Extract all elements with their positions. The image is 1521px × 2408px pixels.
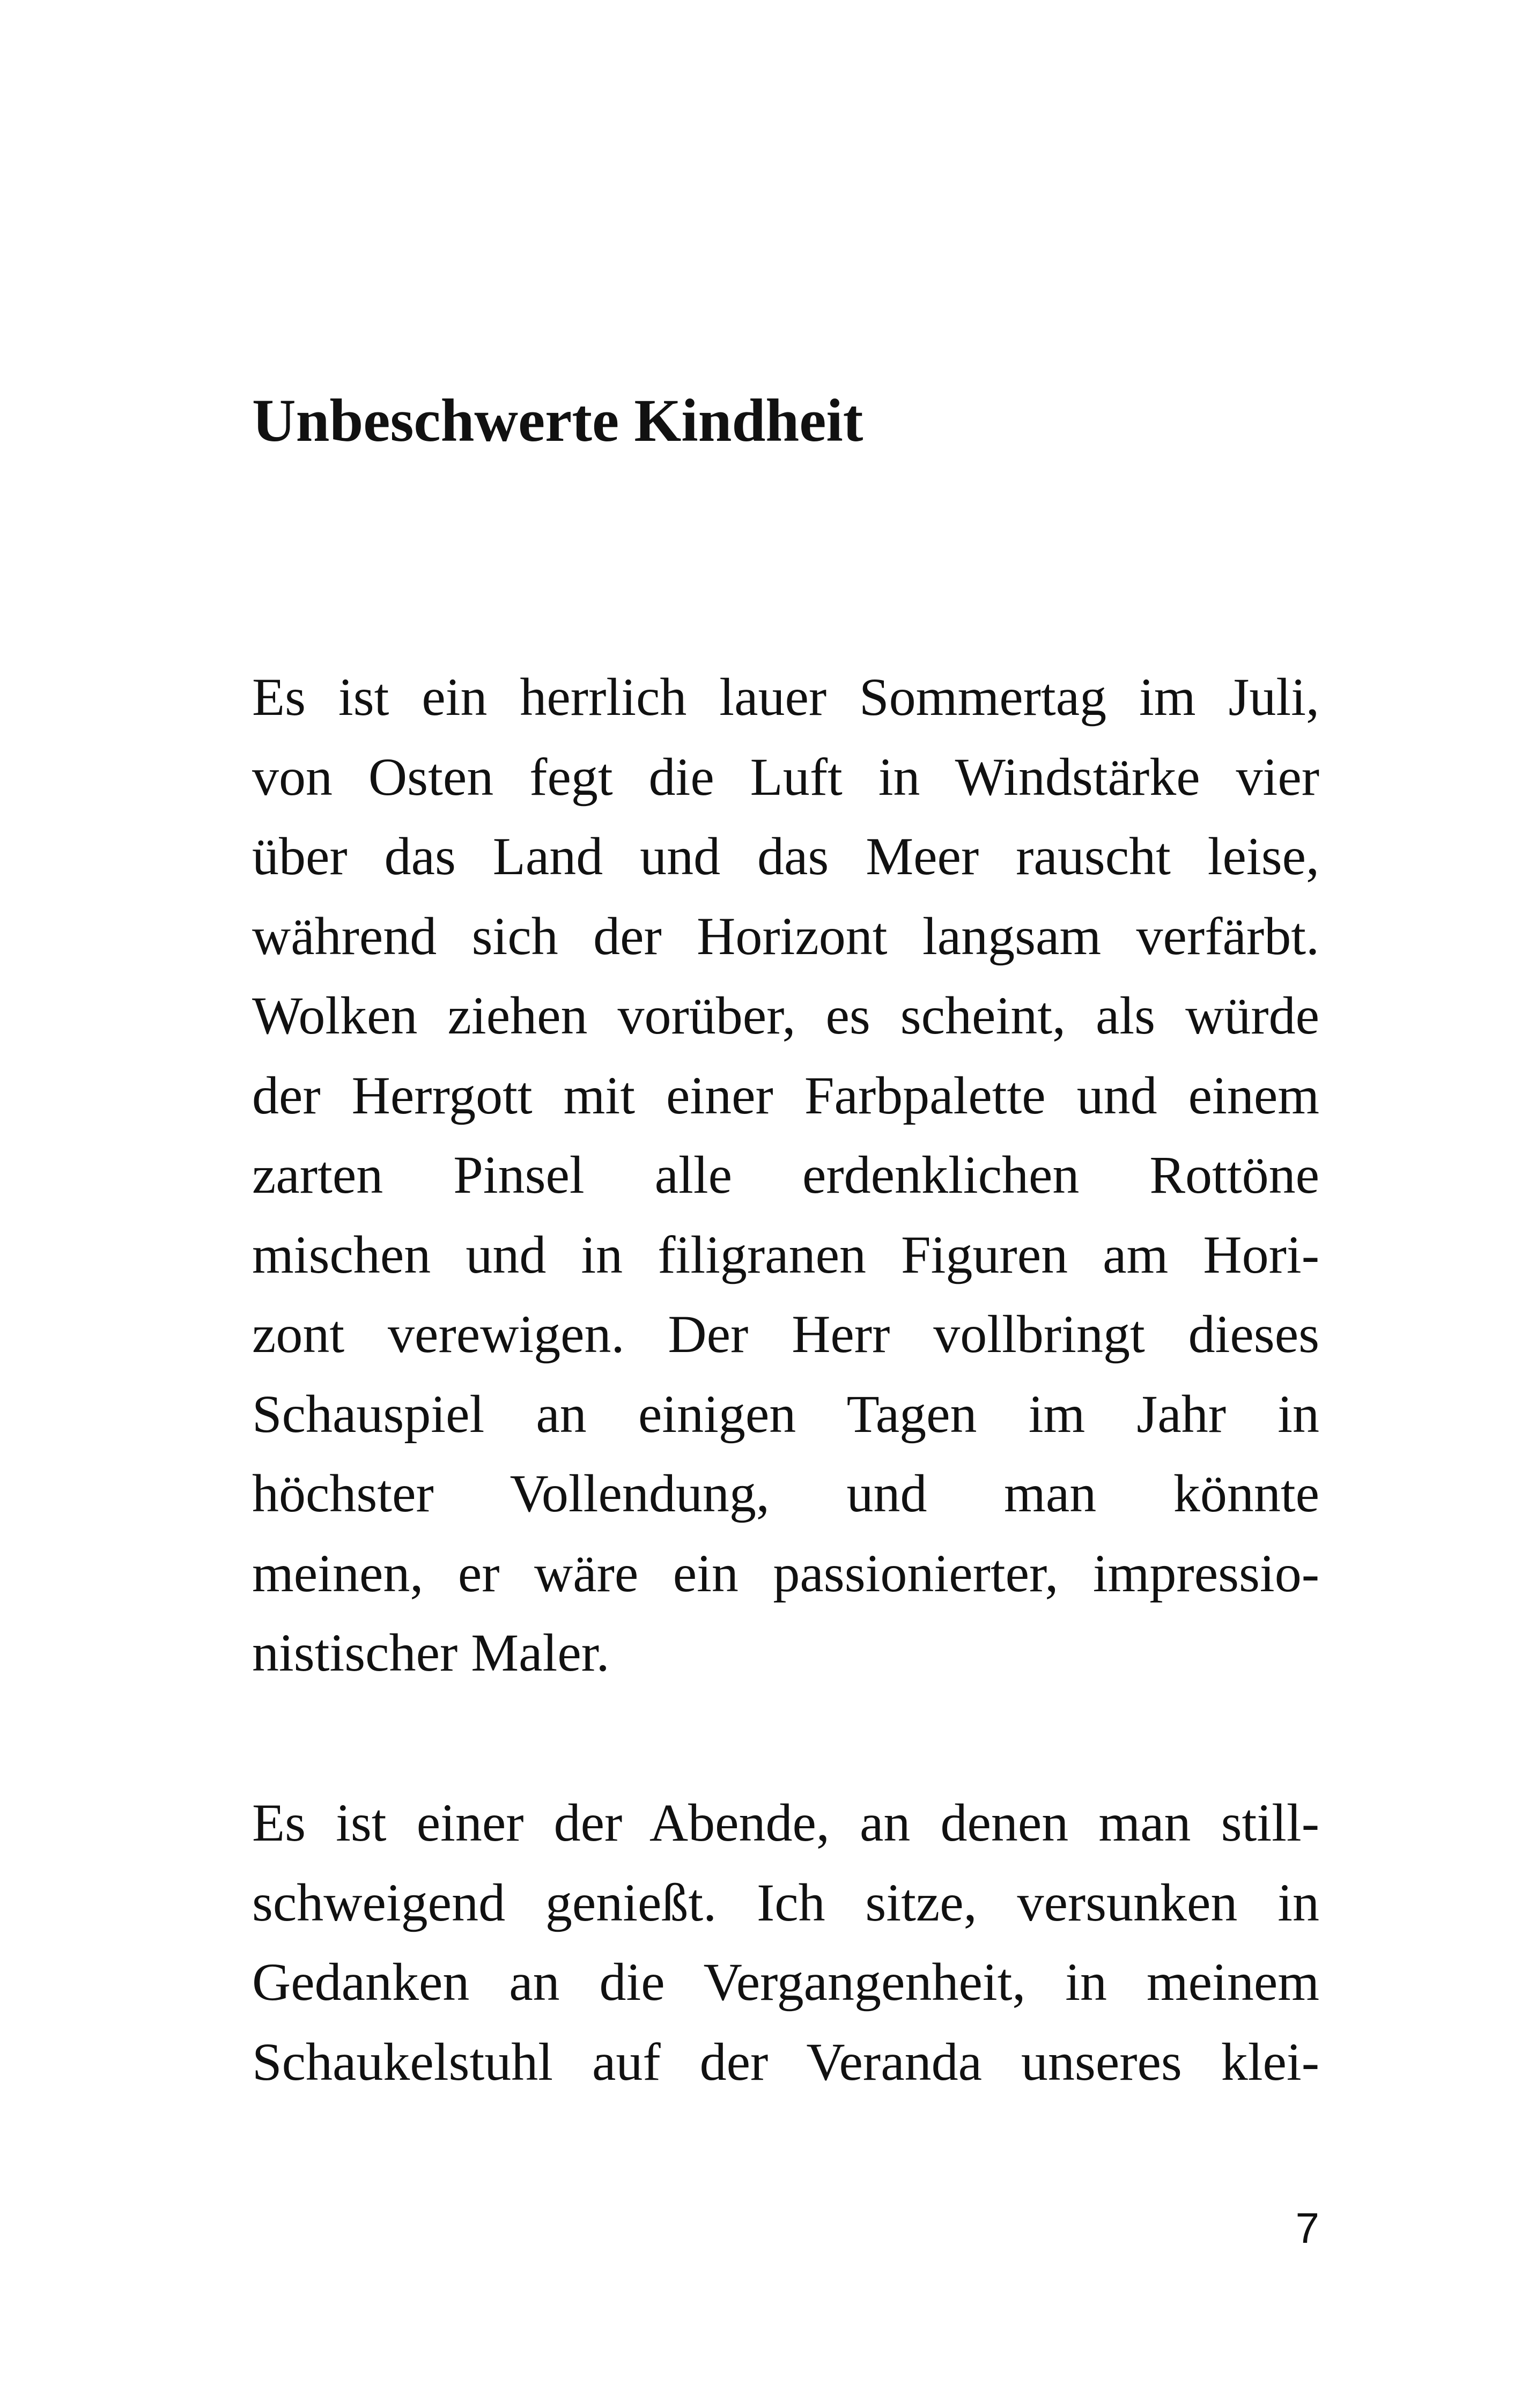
text-line: mischen und in filigranen Figuren am Hori- bbox=[252, 1224, 1319, 1284]
chapter-title: Unbeschwerte Kindheit bbox=[252, 387, 863, 454]
paragraph-1 bbox=[252, 658, 1319, 1693]
text-line: Es ist ein herrlich lauer Sommertag im Juli, bbox=[252, 667, 1319, 727]
text-line: von Osten fegt die Luft in Windstärke vier bbox=[252, 747, 1319, 807]
text-line: zarten Pinsel alle erdenklichen Rottöne bbox=[252, 1145, 1319, 1205]
paragraph-2 bbox=[252, 1783, 1319, 2102]
text-line: Schaukelstuhl auf der Veranda unseres klei- bbox=[252, 2032, 1319, 2092]
text-line: Schauspiel an einigen Tagen im Jahr in bbox=[252, 1384, 1319, 1444]
text-line: nistischer Maler. bbox=[252, 1623, 610, 1682]
text-line: der Herrgott mit einer Farbpalette und einem bbox=[252, 1065, 1319, 1125]
text-line: Es ist einer der Abende, an denen man still- bbox=[252, 1793, 1319, 1852]
page-number: 7 bbox=[1295, 2204, 1319, 2252]
text-line: zont verewigen. Der Herr vollbringt dieses bbox=[252, 1304, 1319, 1364]
text-line: Wolken ziehen vorüber, es scheint, als würde bbox=[252, 986, 1319, 1045]
text-line: Gedanken an die Vergangenheit, in meinem bbox=[252, 1952, 1319, 2012]
text-line: während sich der Horizont langsam verfärbt. bbox=[252, 906, 1319, 966]
text-line: meinen, er wäre ein passionierter, impressio- bbox=[252, 1543, 1319, 1603]
text-line: schweigend genießt. Ich sitze, versunken in bbox=[252, 1872, 1319, 1932]
text-line: höchster Vollendung, und man könnte bbox=[252, 1464, 1319, 1523]
text-line: über das Land und das Meer rauscht leise, bbox=[252, 826, 1319, 886]
